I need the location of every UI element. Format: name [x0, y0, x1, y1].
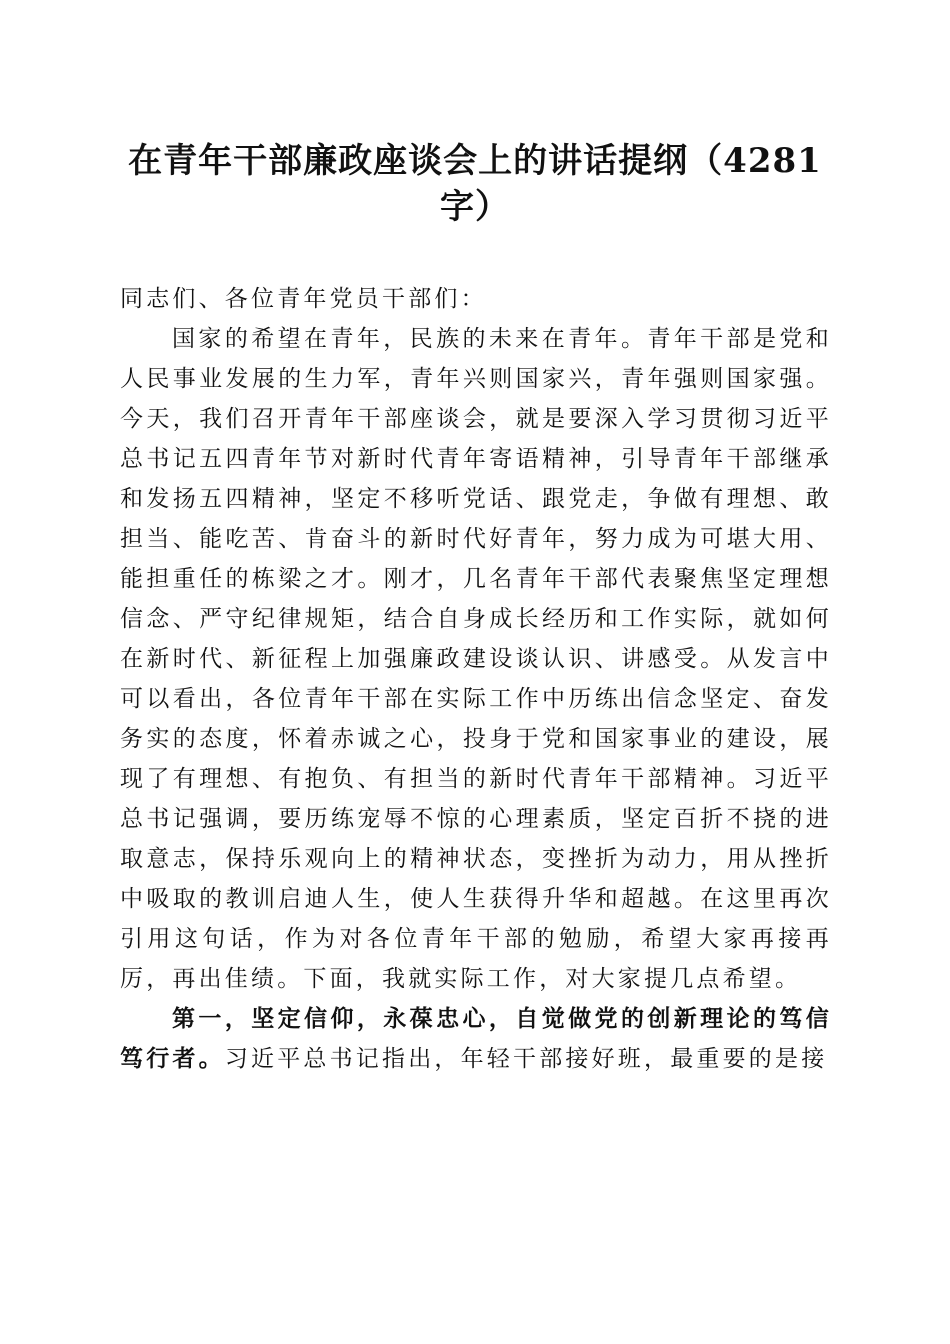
salutation: 同志们、各位青年党员干部们： — [120, 286, 487, 312]
document-title: 在青年干部廉政座谈会上的讲话提纲（4281字） — [128, 141, 822, 227]
section-one-text: 习近平总书记指出，年轻干部接好班，最重要的是接 — [224, 1046, 828, 1072]
paragraph-section-one — [120, 999, 832, 1079]
section-one-heading: 第一，坚定信仰，永葆忠心，自觉做党的创新理论的笃信笃行者。 — [120, 1005, 832, 1072]
document-body — [120, 279, 832, 1079]
paragraph-intro: 国家的希望在青年，民族的未来在青年。青年干部是党和人民事业发展的生力军，青年兴则国家兴，青年强则国家强。今天，我们召开青年干部座谈会，就是要深入学习贯彻习近平总书记五四青年节对新时代青年寄语精神，引导青年干部继承和发扬五四精神，坚定不移听党话、跟党走，争做有理想、敢担当、能吃苦、肯奋斗的新时代好青年，努力成为可堪大用、能担重任的栋梁之才。刚才，几名青年干部代表聚焦坚定理想信念、严守纪律规矩，结合自身成长经历和工作实际，就如何在新时代、新征程上加强廉政建设谈认识、讲感受。从发言中可以看出，各位青年干部在实际工作中历练出信念坚定、奋发务实的态度，怀着赤诚之心，投身于党和国家事业的建设，展现了有理想、有抱负、有担当的新时代青年干部精神。习近平总书记强调，要历练宠辱不惊的心理素质，坚定百折不挠的进取意志，保持乐观向上的精神状态，变挫折为动力，用从挫折中吸取的教训启迪人生，使人生获得升华和超越。在这里再次引用这句话，作为对各位青年干部的勉励，希望大家再接再厉，再出佳绩。下面，我就实际工作，对大家提几点希望。 — [120, 326, 832, 992]
